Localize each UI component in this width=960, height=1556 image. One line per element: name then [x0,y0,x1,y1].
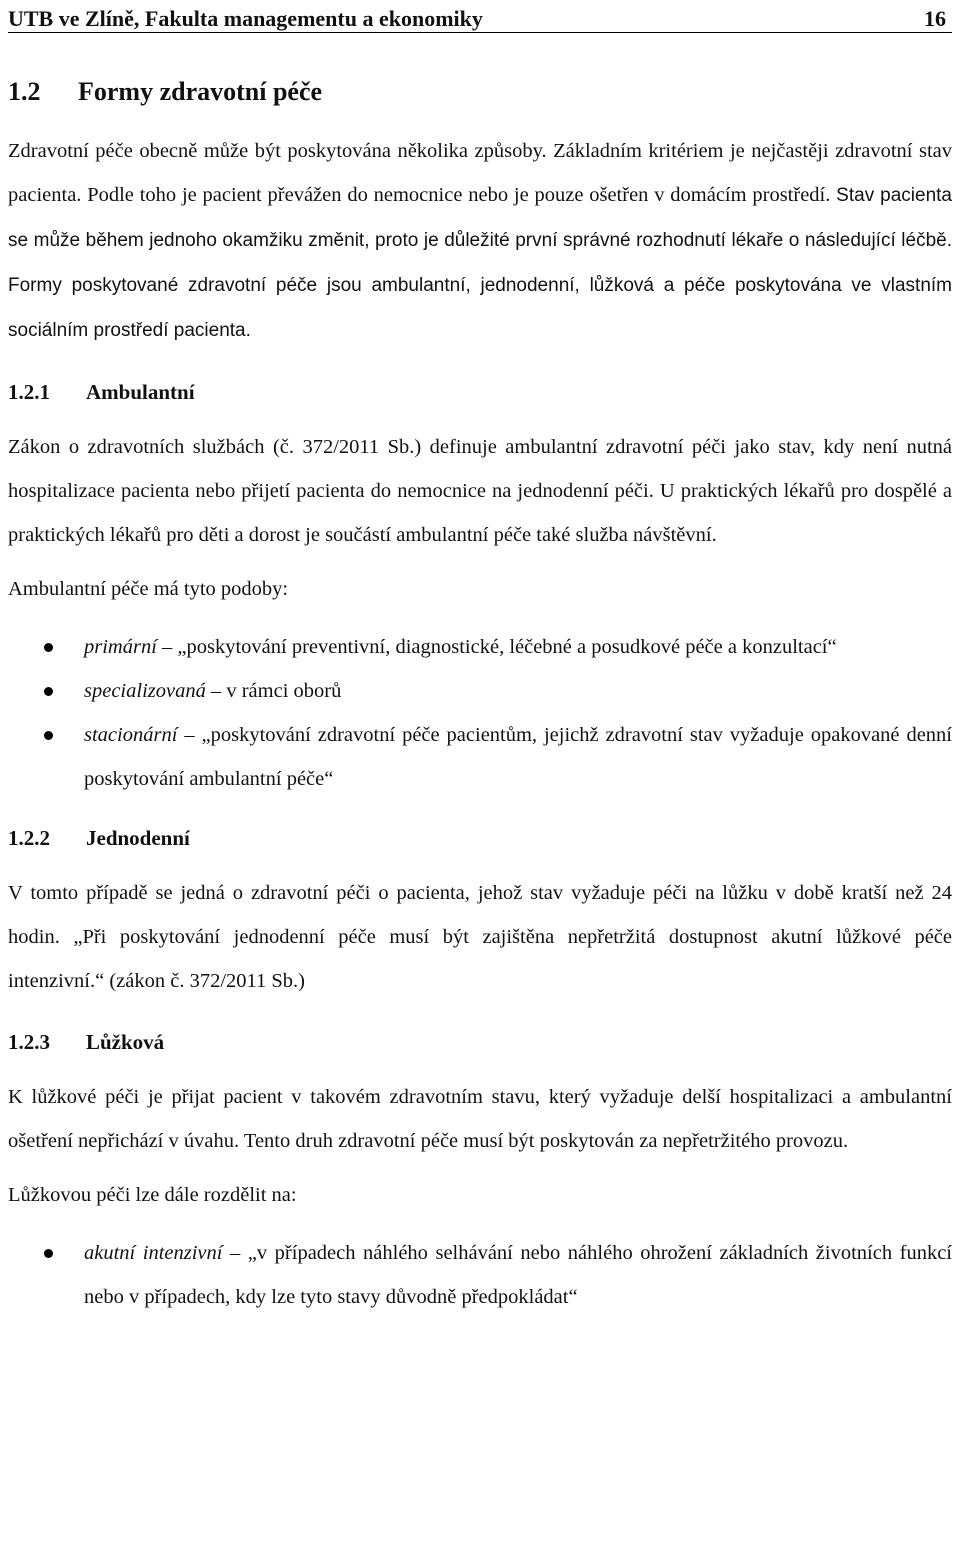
subsection-heading-ambulantni [8,377,952,407]
list-item-text: – „v případech náhlého selhávání nebo náhlého ohrožení základních životních funkcí nebo v případech, kdy lze tyto stavy důvodně předpokládat“ [84,1242,952,1308]
list-item-term: stacionární [84,724,178,746]
ambulantni-intro-list: Ambulantní péče má tyto podoby: [8,578,289,600]
jednodenni-paragraph: V tomto případě se jedná o zdravotní péči o pacienta, jehož stav vyžaduje péči na lůžku v době kratší než 24 hodin. „Při poskytování jednodenní péče musí být zajištěna nepřetržitá dostupnost akutní lůžkové péče intenzivní.“ (zákon č. 372/2011 Sb.) [8,882,952,992]
section-heading [8,75,952,109]
list-item-text: – „poskytování zdravotní péče pacientům, jejichž zdravotní stav vyžaduje opakované denní poskytování ambulantní péče“ [84,724,952,790]
subsection-number: 1.2.2 [8,826,50,850]
luzkova-list [8,1231,952,1319]
subsection-title: Ambulantní [86,380,195,404]
page-number: 16 [924,6,946,31]
bullet-icon [44,731,53,740]
list-item-text: – v rámci oborů [205,680,342,702]
intro-paragraph [8,129,952,353]
subsection-heading-luzkova [8,1027,952,1057]
list-item-term: specializovaná [84,680,206,702]
bullet-icon [44,687,53,696]
ambulantni-paragraph: Zákon o zdravotních službách (č. 372/2011 Sb.) definuje ambulantní zdravotní péči jako stav, kdy není nutná hospitalizace pacienta nebo přijetí pacienta do nemocnice na jednodenní péči. U praktických lékařů pro dospělé a praktických lékařů pro děti a dorost je součástí ambulantní péče také služba návštěvní. [8,436,952,546]
subsection-number: 1.2.1 [8,380,50,404]
list-item-term: akutní intenzivní [84,1242,223,1264]
intro-text-sans: Stav pacienta se může během jednoho okamžiku změnit, proto je důležité první správné rozhodnutí lékaře o následující léčbě. Formy poskytované zdravotní péče jsou ambulantní, jednodenní, lůžková a péče poskytována ve vlastním sociálním prostředí pacienta. [8,185,952,341]
running-header [8,0,952,33]
luzkova-paragraph: K lůžkové péči je přijat pacient v takovém zdravotním stavu, který vyžaduje delší hospitalizaci a ambulantní ošetření nepřichází v úvahu. Tento druh zdravotní péče musí být poskytován za nepřetržitého provozu. [8,1086,952,1152]
list-item-term: primární [84,636,157,658]
luzkova-intro-list: Lůžkovou péči lze dále rozdělit na: [8,1184,297,1206]
section-title: Formy zdravotní péče [78,77,323,106]
list-item-text: – „poskytování preventivní, diagnostické, léčebné a posudkové péče a konzultací“ [156,636,837,658]
intro-text-serif: Zdravotní péče obecně může být poskytována několika způsoby. Základním kritériem je nejčastěji zdravotní stav pacienta. Podle toho je pacient převážen do nemocnice nebo je pouze ošetřen v domácím prostředí. [8,140,952,206]
subsection-number: 1.2.3 [8,1030,50,1054]
section-number: 1.2 [8,77,41,106]
subsection-heading-jednodenni [8,823,952,853]
bullet-icon [44,643,53,652]
list-item [8,669,952,713]
bullet-icon [44,1249,53,1258]
header-title: UTB ve Zlíně, Fakulta managementu a ekonomiky [8,6,483,31]
subsection-title: Jednodenní [86,826,190,850]
subsection-title: Lůžková [86,1030,165,1054]
list-item [8,625,952,669]
ambulantni-list [8,625,952,801]
list-item [8,1231,952,1319]
list-item [8,713,952,801]
